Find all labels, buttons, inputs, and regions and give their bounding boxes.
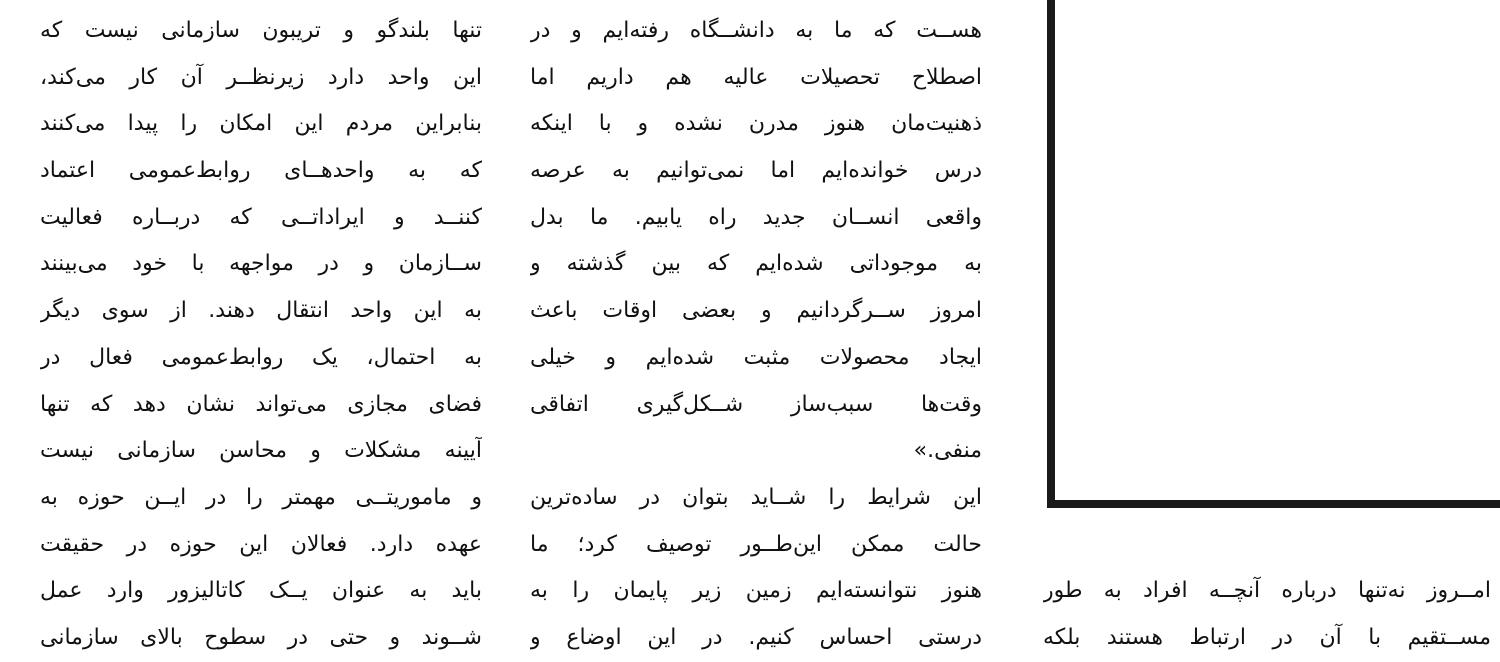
text-line: این واحد دارد زیرنظــر آن کار می‌کند، [40,64,482,90]
text-line: هســت که ما به دانشــگاه رفته‌ایم و در [530,18,982,43]
text-column-left [40,8,482,662]
text-line: به احتمال، یک روابط‌عمومی فعال در [40,344,482,370]
text-line: اصطلاح تحصیلات عالیه هم داریم اما [530,64,982,90]
text-line: هنوز نتوانسته‌ایم زمین زیر پایمان را به [530,578,982,604]
text-line: بنابراین مردم این امکان را پیدا می‌کنند [40,111,482,137]
text-line: به موجوداتی شده‌ایم که بین گذشته و [530,251,982,277]
text-line: این شرایط را شــاید بتوان در ساده‌ترین [530,484,982,510]
text-line: ســازمان و در مواجهه با خود می‌بینند [40,251,482,277]
text-column-right [1043,568,1491,661]
text-line: ذهنیت‌مان هنوز مدرن نشده و با اینکه [530,111,982,137]
text-line: منفی.» [913,438,982,464]
text-line: وقت‌ها سبب‌ساز شــکل‌گیری اتفاقی [530,391,982,417]
text-line: شــوند و حتی در سطوح بالای سازمانی [40,624,482,650]
text-column-middle [530,8,982,662]
text-line: عهده دارد. فعالان این حوزه در حقیقت [40,531,482,557]
text-line: باید به عنوان یــک کاتالیزور وارد عمل [40,578,482,604]
text-line: ایجاد محصولات مثبت شده‌ایم و خیلی [530,344,982,370]
text-line: تنها بلندگو و تریبون سازمانی نیست که [40,18,482,43]
text-line: که به واحدهــای روابط‌عمومی اعتماد [40,158,482,184]
text-line: آیینه مشکلات و محاسن سازمانی نیست [40,438,482,464]
text-line: کننــد و ایراداتــی که دربــاره فعالیت [40,204,482,230]
text-line: حالت ممکن این‌طــور توصیف کرد؛ ما [530,531,982,557]
text-line: واقعی انســان جدید راه یابیم. ما بدل [530,204,982,230]
text-line: فضای مجازی می‌تواند نشان دهد که تنها [40,391,482,417]
text-line: به این واحد انتقال دهند. از سوی دیگر [40,298,482,324]
image-frame [1047,0,1500,508]
text-line: درستی احساس کنیم. در این اوضاع و [530,624,982,650]
text-line: و ماموریتــی مهمتر را در ایــن حوزه به [40,484,482,510]
text-line: درس خوانده‌ایم اما نمی‌توانیم به عرصه [530,158,982,184]
text-line: امــروز نه‌تنها درباره آنچــه افراد به طور [1043,578,1491,603]
text-line: مســتقیم با آن در ارتباط هستند بلکه [1043,624,1491,650]
text-line: امروز ســرگردانیم و بعضی اوقات باعث [530,298,982,324]
